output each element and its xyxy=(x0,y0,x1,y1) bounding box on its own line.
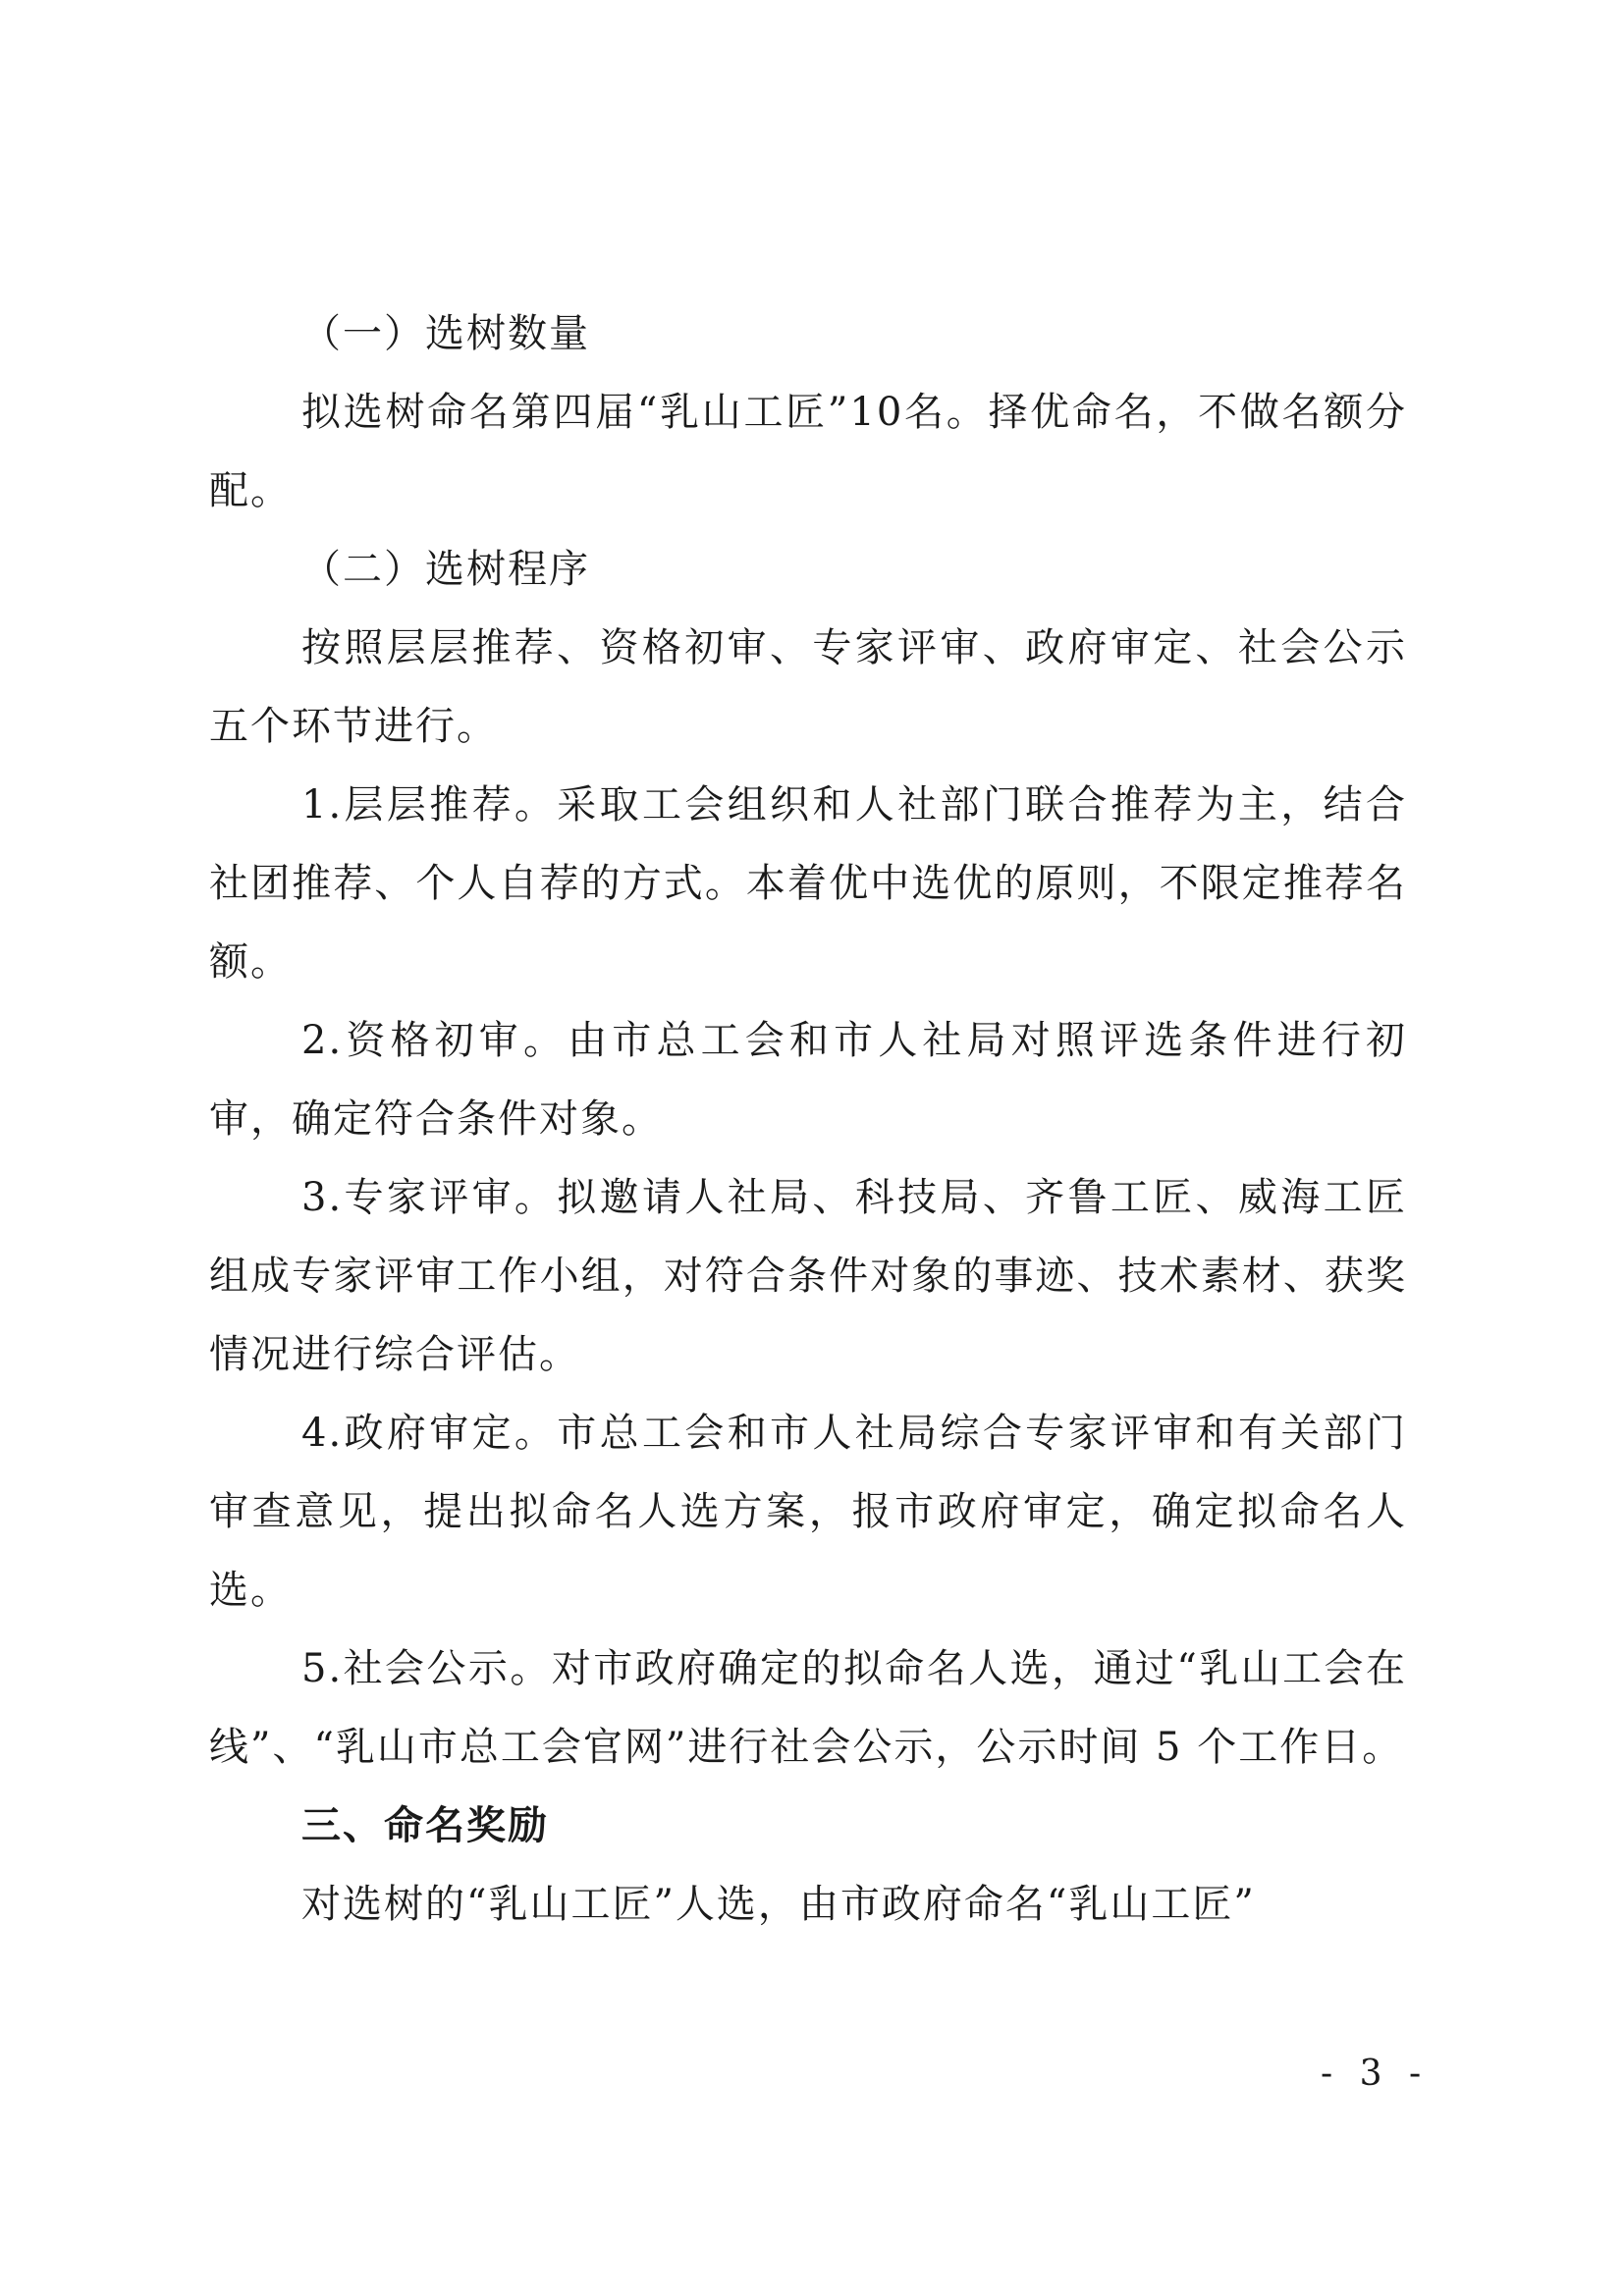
paragraph-awards: 对选树的“乳山工匠”人选，由市政府命名“乳山工匠” xyxy=(301,1882,1256,1927)
paragraph-step-1: 1.层层推荐。采取工会组织和人社部门联合推荐为主，结合社团推荐、个人自荐的方式。本着优中选优的原则，不限定推荐名额。 xyxy=(209,782,1407,985)
section-subhead-quantity: （一）选树数量 xyxy=(301,311,590,356)
paragraph-step-3: 3.专家评审。拟邀请人社局、科技局、齐鲁工匠、威海工匠组成专家评审工作小组，对符合条件对象的事迹、技术素材、获奖情况进行综合评估。 xyxy=(209,1175,1407,1377)
document-body xyxy=(209,294,1407,1944)
section-subhead-procedure: （二）选树程序 xyxy=(301,547,590,592)
paragraph-step-5: 5.社会公示。对市政府确定的拟命名人选，通过“乳山工会在线”、“乳山市总工会官网”进行社会公示，公示时间 5 个工作日。 xyxy=(209,1646,1407,1770)
paragraph-quantity: 拟选树命名第四届“乳山工匠”10名。择优命名，不做名额分配。 xyxy=(209,390,1407,513)
paragraph-step-2: 2.资格初审。由市总工会和市人社局对照评选条件进行初审，确定符合条件对象。 xyxy=(209,1018,1407,1142)
paragraph-step-4: 4.政府审定。市总工会和市人社局综合专家评审和有关部门审查意见，提出拟命名人选方案，报市政府审定，确定拟命名人选。 xyxy=(209,1411,1407,1613)
section-heading-awards: 三、命名奖励 xyxy=(301,1803,549,1848)
paragraph-procedure-intro: 按照层层推荐、资格初审、专家评审、政府审定、社会公示五个环节进行。 xyxy=(209,625,1407,749)
page-number: - 3 - xyxy=(1321,2054,1430,2094)
